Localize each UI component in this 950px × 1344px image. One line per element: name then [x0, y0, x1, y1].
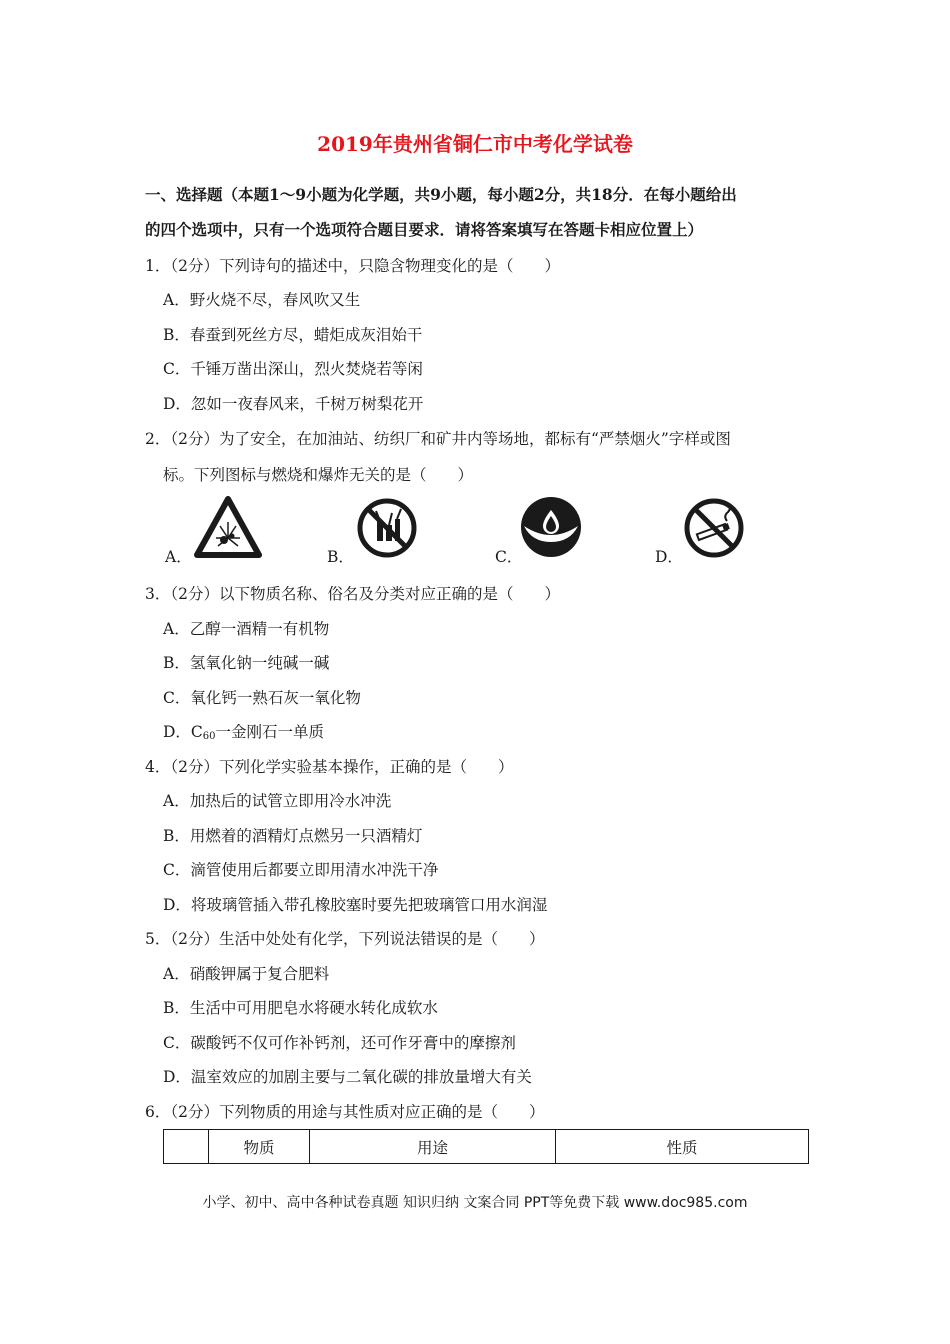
page-footer: 小学、初中、高中各种试卷真题 知识归纳 文案合同 PPT等免费下载 www.doc985.com	[202, 1195, 748, 1211]
explosive-warning-icon	[194, 496, 262, 558]
no-smoking-icon	[683, 497, 745, 559]
question-5-stem: 5．（2分）生活中处处有化学，下列说法错误的是（ ）	[145, 930, 545, 948]
question-1-option-d: D．忽如一夜春风来，千树万树梨花开	[163, 395, 424, 413]
no-fireworks-icon	[356, 497, 418, 559]
table-header-row	[164, 1130, 809, 1164]
question-3-option-c: C．氧化钙一熟石灰一氧化物	[163, 689, 361, 707]
question-4-option-c: C．滴管使用后都要立即用清水冲洗干净	[163, 861, 439, 879]
question-3-option-d	[163, 720, 324, 742]
question-3-stem: 3．（2分）以下物质名称、俗名及分类对应正确的是（ ）	[145, 585, 560, 603]
table-header-property: 性质	[556, 1130, 809, 1164]
question-2-label-a: A．	[165, 548, 192, 566]
question-1-stem: 1．（2分）下列诗句的描述中，只隐含物理变化的是（ ）	[145, 257, 560, 275]
question-5-option-b: B．生活中可用肥皂水将硬水转化成软水	[163, 999, 438, 1017]
question-4-option-b: B．用燃着的酒精灯点燃另一只酒精灯	[163, 827, 423, 845]
question-5-option-a: A．硝酸钾属于复合肥料	[163, 965, 330, 983]
question-6-stem: 6．（2分）下列物质的用途与其性质对应正确的是（ ）	[145, 1103, 545, 1121]
question-2-label-b: B．	[327, 548, 354, 566]
section-heading-line2: 的四个选项中，只有一个选项符合题目要求．请将答案填写在答题卡相应位置上）	[145, 220, 704, 239]
page-title: 2019年贵州省铜仁市中考化学试卷	[317, 132, 633, 156]
question-3-option-d-prefix: D．C	[163, 723, 203, 741]
table-header-use: 用途	[310, 1130, 556, 1164]
table-header-blank	[164, 1130, 209, 1164]
question-2-label-c: C．	[495, 548, 523, 566]
question-1-option-b: B．春蚕到死丝方尽，蜡炬成灰泪始干	[163, 326, 423, 344]
section-heading-line1: 一、选择题（本题1～9小题为化学题，共9小题，每小题2分，共18分．在每小题给出	[145, 185, 737, 204]
question-5-option-c: C．碳酸钙不仅可作补钙剂，还可作牙膏中的摩擦剂	[163, 1034, 516, 1052]
question-3-option-d-subscript: 60	[202, 731, 216, 742]
question-4-option-d: D．将玻璃管插入带孔橡胶塞时要先把玻璃管口用水润湿	[163, 896, 548, 914]
water-saving-icon	[520, 496, 582, 558]
table-header-substance: 物质	[209, 1130, 310, 1164]
question-2-stem-line1: 2．（2分）为了安全，在加油站、纺织厂和矿井内等场地，都标有“严禁烟火”字样或图	[145, 430, 731, 448]
question-4-stem: 4．（2分）下列化学实验基本操作，正确的是（ ）	[145, 758, 514, 776]
question-3-option-b: B．氢氧化钠一纯碱一碱	[163, 654, 330, 672]
question-1-option-a: A．野火烧不尽，春风吹又生	[163, 291, 361, 309]
question-3-option-d-suffix: 一金刚石一单质	[215, 723, 325, 741]
question-4-option-a: A．加热后的试管立即用冷水冲洗	[163, 792, 392, 810]
question-3-option-a: A．乙醇一酒精一有机物	[163, 620, 330, 638]
question-5-option-d: D．温室效应的加剧主要与二氧化碳的排放量增大有关	[163, 1068, 532, 1086]
question-6-table	[163, 1129, 809, 1164]
question-2-stem-line2: 标。下列图标与燃烧和爆炸无关的是（ ）	[163, 466, 474, 484]
question-1-option-c: C．千锤万凿出深山，烈火焚烧若等闲	[163, 360, 423, 378]
question-2-label-d: D．	[655, 548, 683, 566]
